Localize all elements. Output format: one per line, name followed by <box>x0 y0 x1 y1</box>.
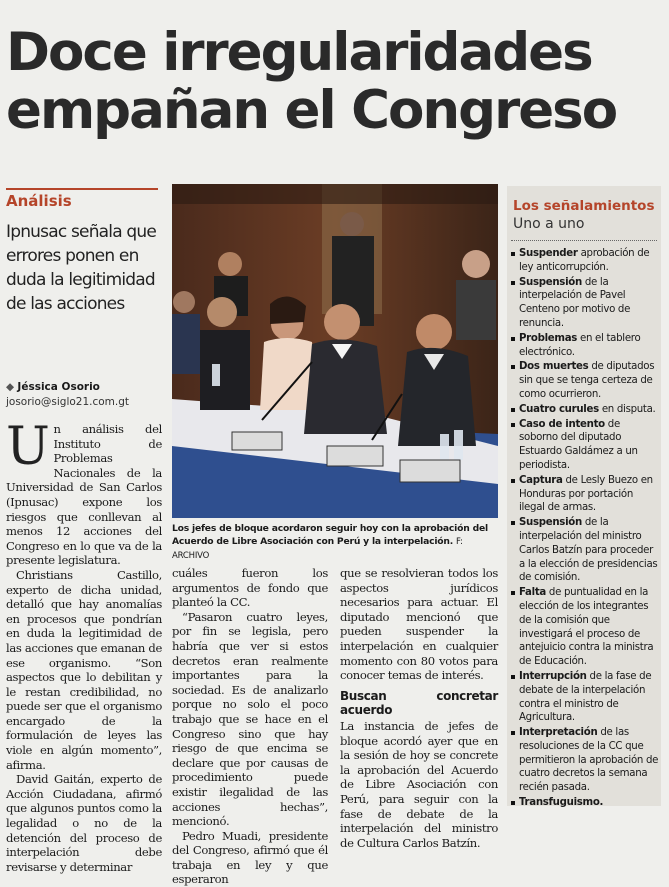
author-name: Jéssica Osorio <box>17 381 100 393</box>
list-item: Suspender aprobación de ley anticorrupción. <box>519 247 659 275</box>
headline-line-2: empañan el Congreso <box>6 80 617 141</box>
drop-cap: U <box>6 417 50 477</box>
author-email[interactable]: josorio@siglo21.com.gt <box>6 396 130 408</box>
subheading: Buscan concretar acuerdo <box>340 688 498 718</box>
paragraph: “Pasaron cuatro leyes, por fin se legisla, pero habría que ver si estos decretos eran realmente importantes para la sociedad. Es de analizarlo porque no solo el poco trabajo que se hace en el Congreso sino que hay riesgo de que encima se declare que por causas de procedimiento puede existir ilegalidad de las acciones hechas”, mencionó. <box>172 609 328 829</box>
list-item: Falta de puntualidad en la elección de los integrantes de la comisión que investigará el proceso de antejuicio contra la ministra de Educación. <box>519 586 659 669</box>
paragraph: cuáles fueron los argumentos de fondo que planteó la CC. <box>172 566 328 610</box>
article-photo <box>172 184 498 518</box>
paragraph: Christians Castillo, experto de dicha unidad, detalló que hay anomalías en procesos que pondrían en duda la legitimidad de las acciones que emanan de ese organismo. “Son aspectos que lo debilitan y le restan credibilidad, no puede ser que el organismo encargado de la formulación de leyes las viole en algún momento”, afirma. <box>6 567 162 772</box>
paragraph: que se resolvieran todos los aspectos jurídicos necesarios para actuar. El diputado mencionó que pueden suspender la interpelación en cualquier momento con 80 votos para conocer temas de interés. <box>340 566 498 683</box>
paragraph: Pedro Muadi, presidente del Congreso, afirmó que él trabaja en ley y que esperaron <box>172 828 328 887</box>
divider <box>511 240 657 241</box>
paragraph-text: n análisis del Instituto de Problemas Nacionales de la Universidad de San Carlos (Ipnusac) expone los riesgos que conllevan al menos 12 acciones del Congreso en lo que va de la presente legislatura. <box>6 422 162 568</box>
photo-caption <box>172 522 498 563</box>
body-column-3 <box>340 566 498 850</box>
body-column-1 <box>6 417 162 874</box>
list-item: Cuatro curules en disputa. <box>519 403 659 417</box>
headline <box>6 24 666 140</box>
list-item: Interpretación de las resoluciones de la CC que permitieron la aprobación de cuatro decretos la semana recién pasada. <box>519 727 659 794</box>
byline-arrow-icon: ◆ <box>6 381 15 393</box>
sidebar-box <box>507 186 661 809</box>
paragraph: David Gaitán, experto de Acción Ciudadana, afirmó que algunos puntos como la legalidad o no de la detención del proceso de interpelación debe revisarse y determinar <box>6 772 162 874</box>
photo-credit: F: ARCHIVO <box>172 537 463 561</box>
list-item: Transfuguismo. <box>519 796 659 810</box>
list-item: Dos muertes de diputados sin que se tenga certeza de como ocurrieron. <box>519 360 659 401</box>
sidebar-title: Los señalamientos <box>513 198 655 214</box>
list-item: Suspensión de la interpelación del ministro Carlos Batzín para proceder a la elección de presidencias de comisión. <box>519 517 658 584</box>
congress-meeting-photo <box>172 184 498 518</box>
headline-line-1: Doce irregularidades <box>6 22 592 83</box>
section-label: Análisis <box>6 188 158 210</box>
list-item: Captura de Lesly Buezo en Honduras por portación ilegal de armas. <box>519 474 659 515</box>
paragraph <box>6 417 162 568</box>
list-item: Interrupción de la fase de debate de la interpelación contra el ministro de Agricultura. <box>519 670 659 725</box>
list-item: Suspensión de la interpelación de Pavel Centeno por motivo de renuncia. <box>519 276 659 331</box>
byline <box>6 381 166 408</box>
sidebar-subtitle: Uno a uno <box>513 216 585 232</box>
dek: Ipnusac señala que errores ponen en duda la legitimidad de las acciones <box>6 222 157 314</box>
body-column-2 <box>172 566 328 887</box>
list-item: Caso de intento de soborno del diputado Estuardo Galdámez a un periodista. <box>519 418 659 473</box>
sidebar-list <box>511 247 659 810</box>
list-item: Problemas en el tablero electrónico. <box>519 332 659 360</box>
caption-text: Los jefes de bloque acordaron seguir hoy con la aprobación del Acuerdo de Libre Asociación con Perú y la interpelación. <box>172 523 488 547</box>
paragraph: La instancia de jefes de bloque acordó ayer que en la sesión de hoy se concrete la aprobación del Acuerdo de Libre Asociación con Perú, para seguir con la fase de debate de la interpelación del ministro de Cultura Carlos Batzín. <box>340 718 498 850</box>
